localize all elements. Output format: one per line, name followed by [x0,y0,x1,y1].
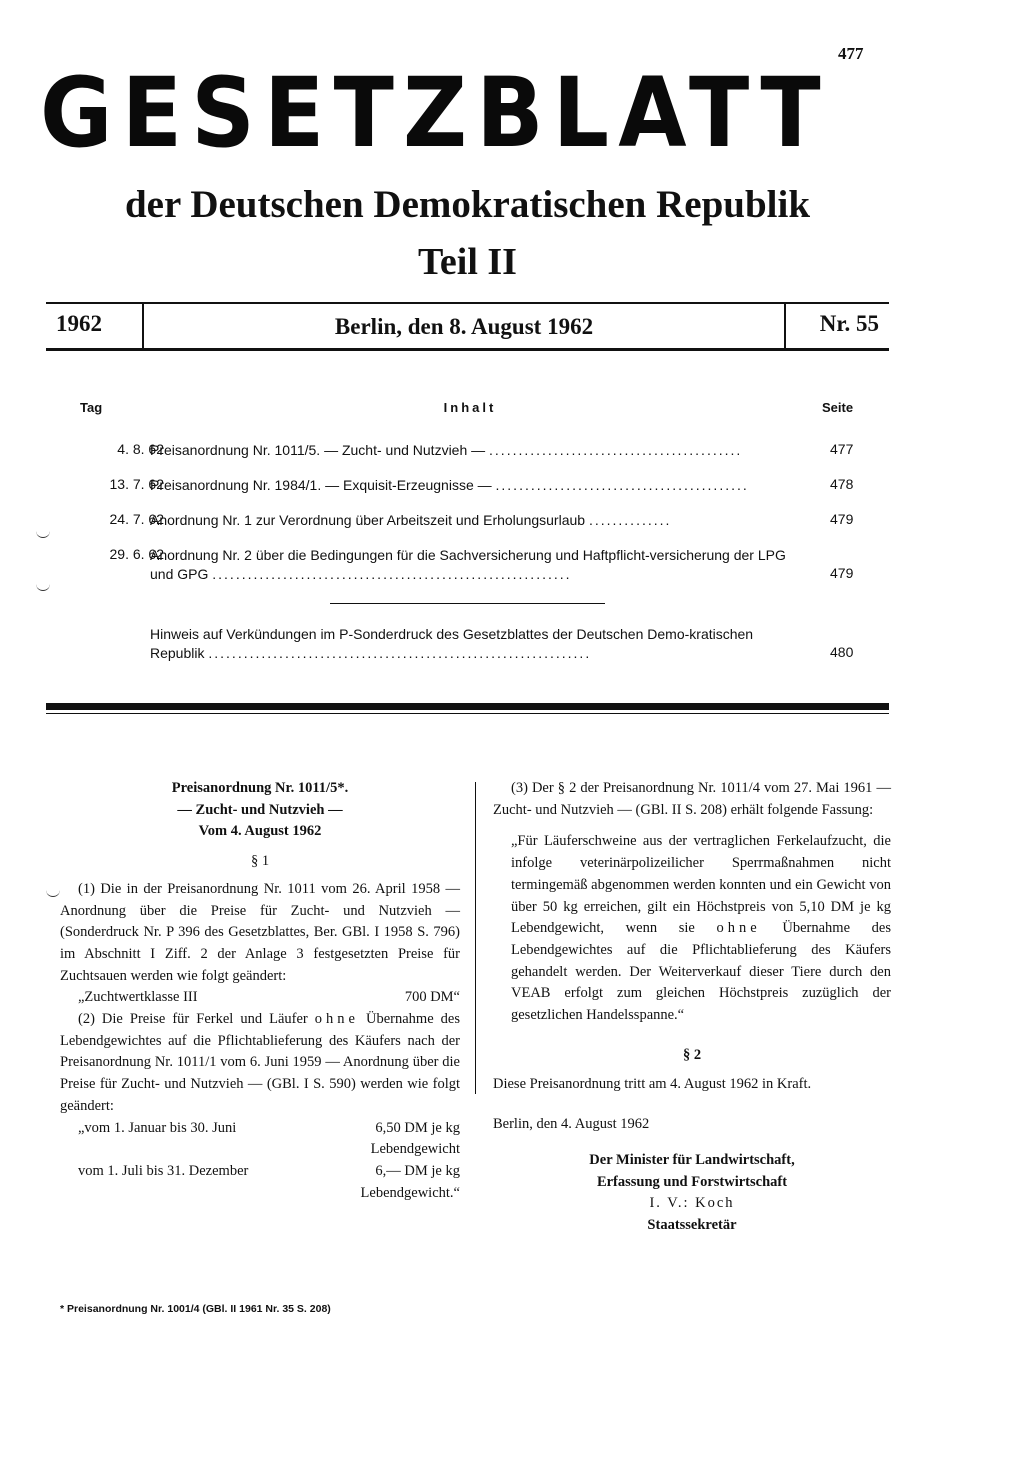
issue-number: Nr. 55 [819,311,879,336]
price-item-label: „Zuchtwertklasse III [78,989,198,1006]
toc-row-date: 4. 8. 62 [117,441,164,457]
article-paragraph: (1) Die in der Preisanordnung Nr. 1011 vom 26. April 1958 — Anordnung über die Preise für Zucht- und Nutzvieh — (Sonderdruck Nr. P 396 des Gesetzblattes, Ber. GBl. I 1958 S. 796) im Abschnitt I Ziff. 2 der Anlage 3 festgesetzten Preise für Zuchtsauen werden wie folgt geändert: [60,880,460,984]
signature-title: Staatssekretär [647,1216,737,1233]
signature-name: I. V.: Koch [649,1195,735,1212]
handwritten-mark-icon [36,580,50,591]
toc-row-title: Anordnung Nr. 2 über die Bedingungen für die Sachversicherung und Haftpflicht-versicherung der LPG und GPG ............................................................. [150,547,786,582]
toc-row-page: 478 [830,476,854,492]
right-column [493,778,891,1237]
paragraph-sign: § 2 [682,1046,702,1063]
paragraph-sign: § 1 [250,853,270,870]
article-subheading: — Zucht- und Nutzvieh — [177,801,343,818]
article-heading: Preisanordnung Nr. 1011/5*. [171,780,349,796]
toc-row-title: Preisanordnung Nr. 1984/1. — Exquisit-Erzeugnisse — ........................................... [150,477,749,493]
price-item [78,987,460,1009]
toc-col-tag: Tag [80,400,103,415]
toc-notice-title: Hinweis auf Verkündungen im P-Sonderdruck des Gesetzblattes der Deutschen Demo-kratischen Republik ................................................................. [150,626,754,661]
price-item-label: vom 1. Juli bis 31. Dezember [78,1162,249,1179]
toc-row-title: Anordnung Nr. 1 zur Verordnung über Arbeitszeit und Erholungsurlaub .............. [150,512,672,528]
toc-row-page: 479 [830,511,854,527]
article-paragraph: (2) Die Preise für Ferkel und Läufer ohne Übernahme des Lebendgewichtes auf die Pflichtablieferung des Käufers nach der Preisanordnung Nr. 1011/1 vom 6. Juni 1959 — Anordnung über die Preise für Zucht- und Nutzvieh — (GBl. I S. 590) werden wie folgt geändert: [60,1011,461,1114]
toc-row-date: 13. 7. 62 [109,476,164,492]
article-paragraph: Diese Preisanordnung tritt am 4. August 1962 in Kraft. [493,1076,812,1093]
masthead-subtitle: der Deutschen Demokratischen Republik [124,183,811,226]
left-column [60,778,460,1204]
price-item-label: „vom 1. Januar bis 30. Juni [78,1119,237,1136]
issue-year: 1962 [56,311,102,336]
toc-separator [330,603,605,604]
signature-office: Erfassung und Forstwirtschaft [596,1173,788,1190]
toc-row-date: 24. 7. 62 [109,511,164,527]
signature-office: Der Minister für Landwirtschaft, [589,1151,795,1168]
part-label: Teil II [418,241,517,283]
article-date: Vom 4. August 1962 [198,823,322,840]
column-divider [475,782,476,1094]
quoted-text: „Für Läuferschweine aus der vertraglichen Ferkelaufzucht, die infolge veterinärpolizeilicher Sperrmaßnahmen nicht termingemäß abgenommen werden konnten und ein Gewicht von über 50 kg erreichen, gilt ein Höchstpreis von 5,10 DM je kg Lebendgewicht, wenn sie ohne Übernahme des Lebendgewichtes auf die Pflichtablieferung des Käufers gehandelt werden. Der Weiterverkauf dieser Tiere durch den VEAB erfolgt zum gleichen Höchstpreis zuzüglich der gesetzlichen Handelsspanne.“ [511,833,892,1024]
price-item-value: 6,— DM je kg Lebendgewicht.“ [360,1162,460,1201]
price-item [78,1118,460,1161]
issue-bar [46,302,889,351]
toc-col-seite: Seite [822,400,854,415]
toc-row-title: Preisanordnung Nr. 1011/5. — Zucht- und Nutzvieh — ........................................... [150,442,743,458]
masthead-title: GESETZBLATT [40,57,830,169]
toc-row-page: 477 [830,441,854,457]
signing-place-date: Berlin, den 4. August 1962 [493,1116,650,1133]
price-item [78,1161,460,1204]
toc-row-page: 479 [830,565,854,581]
page-number: 477 [838,44,864,63]
toc-row-date: 29. 6. 62 [109,546,164,562]
footnote: * Preisanordnung Nr. 1001/4 (GBl. II 1961 Nr. 35 S. 208) [60,1303,331,1315]
section-rule-thin [46,713,889,714]
article-paragraph: (3) Der § 2 der Preisanordnung Nr. 1011/4 vom 27. Mai 1961 — Zucht- und Nutzvieh — (GBl. II S. 208) erhält folgende Fassung: [493,780,891,818]
price-item-value: 700 DM“ [404,989,460,1006]
toc-notice-page: 480 [830,644,854,660]
toc-col-inhalt: Inhalt [443,400,497,415]
handwritten-mark-icon [46,886,60,897]
price-item-value: 6,50 DM je kg Lebendgewicht [370,1119,460,1158]
issue-place-date: Berlin, den 8. August 1962 [142,304,786,348]
section-rule-thick [46,703,889,710]
handwritten-mark-icon [36,527,50,538]
